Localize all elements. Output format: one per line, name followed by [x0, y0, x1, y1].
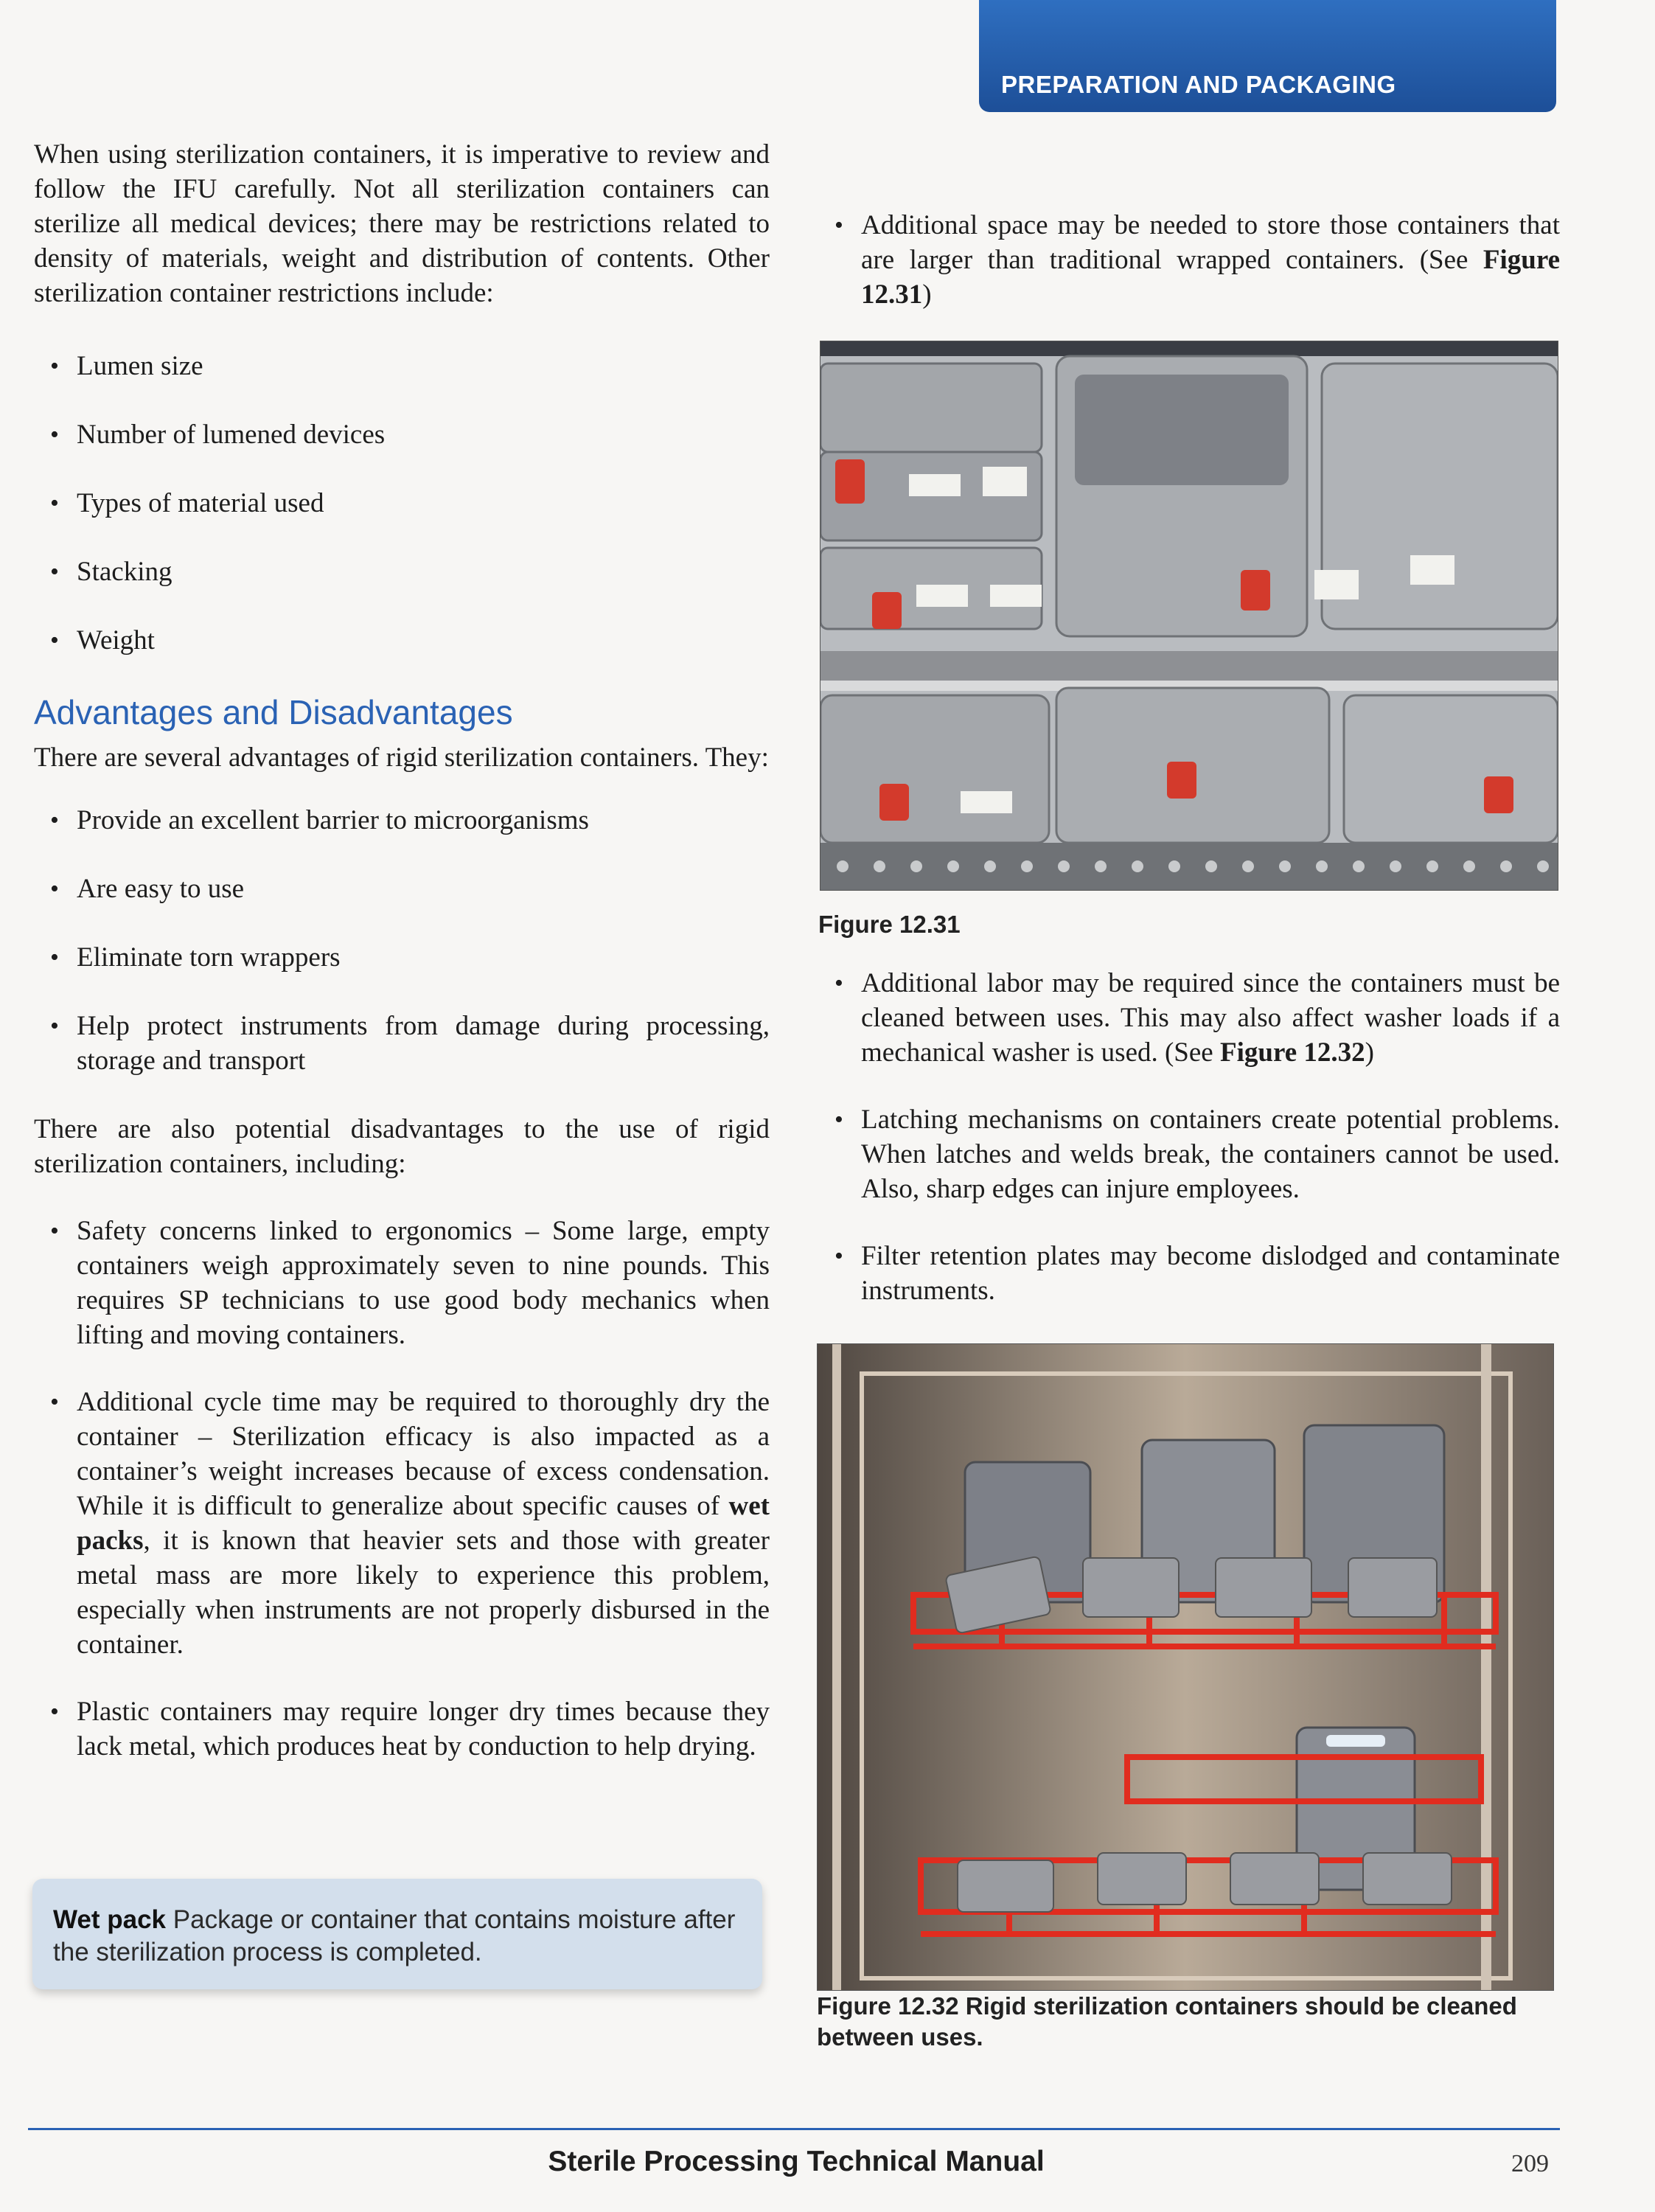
left-column [34, 137, 770, 1764]
text: , it is known that heavier sets and those with greater metal mass are more likely to experience this problem, especially when instruments are not properly disbursed in the container. [77, 1526, 770, 1660]
page-number: 209 [1511, 2150, 1549, 2177]
callout-text [53, 1904, 746, 1969]
restrictions-list [34, 349, 770, 658]
section-title: PREPARATION AND PACKAGING [1001, 71, 1396, 98]
list-item: • Filter retention plates may become dislodged and contaminate instruments. [818, 1239, 1560, 1308]
callout-definition: Package or container that contains moisture after the sterilization process is completed. [53, 1905, 736, 1966]
advantages-list [34, 803, 770, 1078]
figure-reference: Figure 12.31 [861, 245, 1560, 310]
disadvantages-intro: There are also potential disadvantages to the use of rigid sterilization containers, including: [34, 1114, 770, 1179]
right-column [818, 208, 1560, 312]
list-item: • Eliminate torn wrappers [34, 940, 770, 975]
figure-12-31-caption: Figure 12.31 [818, 911, 961, 938]
list-item: • Weight [34, 623, 770, 658]
right-column-middle [818, 966, 1560, 1308]
disadvantages-list [34, 1214, 770, 1764]
list-item: • Number of lumened devices [34, 417, 770, 452]
list-item: • Safety concerns linked to ergonomics – Some large, empty containers weigh approximately seven to nine pounds. This requires SP technicians to use good body mechanics when lifting and moving containers. [34, 1214, 770, 1352]
list-item: • Latching mechanisms on containers create potential problems. When latches and welds break, the containers cannot be used. Also, sharp edges can injure employees. [818, 1102, 1560, 1206]
section-heading: Advantages and Disadvantages [34, 693, 513, 731]
text: ) [922, 279, 932, 310]
list-item: • Help protect instruments from damage during processing, storage and transport [34, 1009, 770, 1078]
text: Additional cycle time may be required to thoroughly dry the container – Sterilization efficacy is also impacted as a container’s weight increases because of excess condensation. While it is difficult to generalize about specific causes of [77, 1387, 770, 1521]
footer-rule [28, 2128, 1560, 2130]
list-item [818, 208, 1560, 312]
intro-paragraph: When using sterilization containers, it is imperative to review and follow the IFU carefully. Not all sterilization containers can sterilize all medical devices; there may be restrictions related to density of materials, weight and distribution of contents. Other sterilization container restrictions include: [34, 139, 770, 308]
list-item [818, 966, 1560, 1070]
bold-term: wet packs [77, 1491, 770, 1556]
advantages-intro: There are several advantages of rigid sterilization containers. They: [34, 742, 769, 773]
list-item: • Plastic containers may require longer dry times because they lack metal, which produces heat by conduction to help drying. [34, 1694, 770, 1764]
text: ) [1365, 1037, 1374, 1068]
callout-term: Wet pack [53, 1905, 167, 1934]
footer-book-title: Sterile Processing Technical Manual [548, 2146, 1045, 2177]
list-item: • Stacking [34, 554, 770, 589]
right-bullet-list-top [818, 208, 1560, 312]
text: Additional space may be needed to store those containers that are larger than traditional wrapped containers. (See [861, 210, 1560, 275]
list-item: • Are easy to use [34, 872, 770, 906]
figure-12-32-caption: Figure 12.32 Rigid sterilization containers should be cleaned between uses. [817, 1992, 1517, 2051]
section-header-tab [979, 0, 1556, 112]
list-item: • Types of material used [34, 486, 770, 521]
figure-12-31-photo [820, 341, 1558, 891]
right-bullet-list [818, 966, 1560, 1308]
definition-callout [32, 1879, 762, 1989]
container-shelves-image [820, 341, 1558, 890]
figure-reference: Figure 12.32 [1219, 1037, 1365, 1068]
washer-rack-image [818, 1344, 1553, 1990]
list-item: • Lumen size [34, 349, 770, 383]
list-item: • Provide an excellent barrier to microorganisms [34, 803, 770, 838]
text: Additional labor may be required since the containers must be cleaned between uses. This may also affect washer loads if a mechanical washer is used. (See [861, 968, 1560, 1068]
figure-12-32-photo [817, 1343, 1554, 1991]
list-item [34, 1385, 770, 1662]
